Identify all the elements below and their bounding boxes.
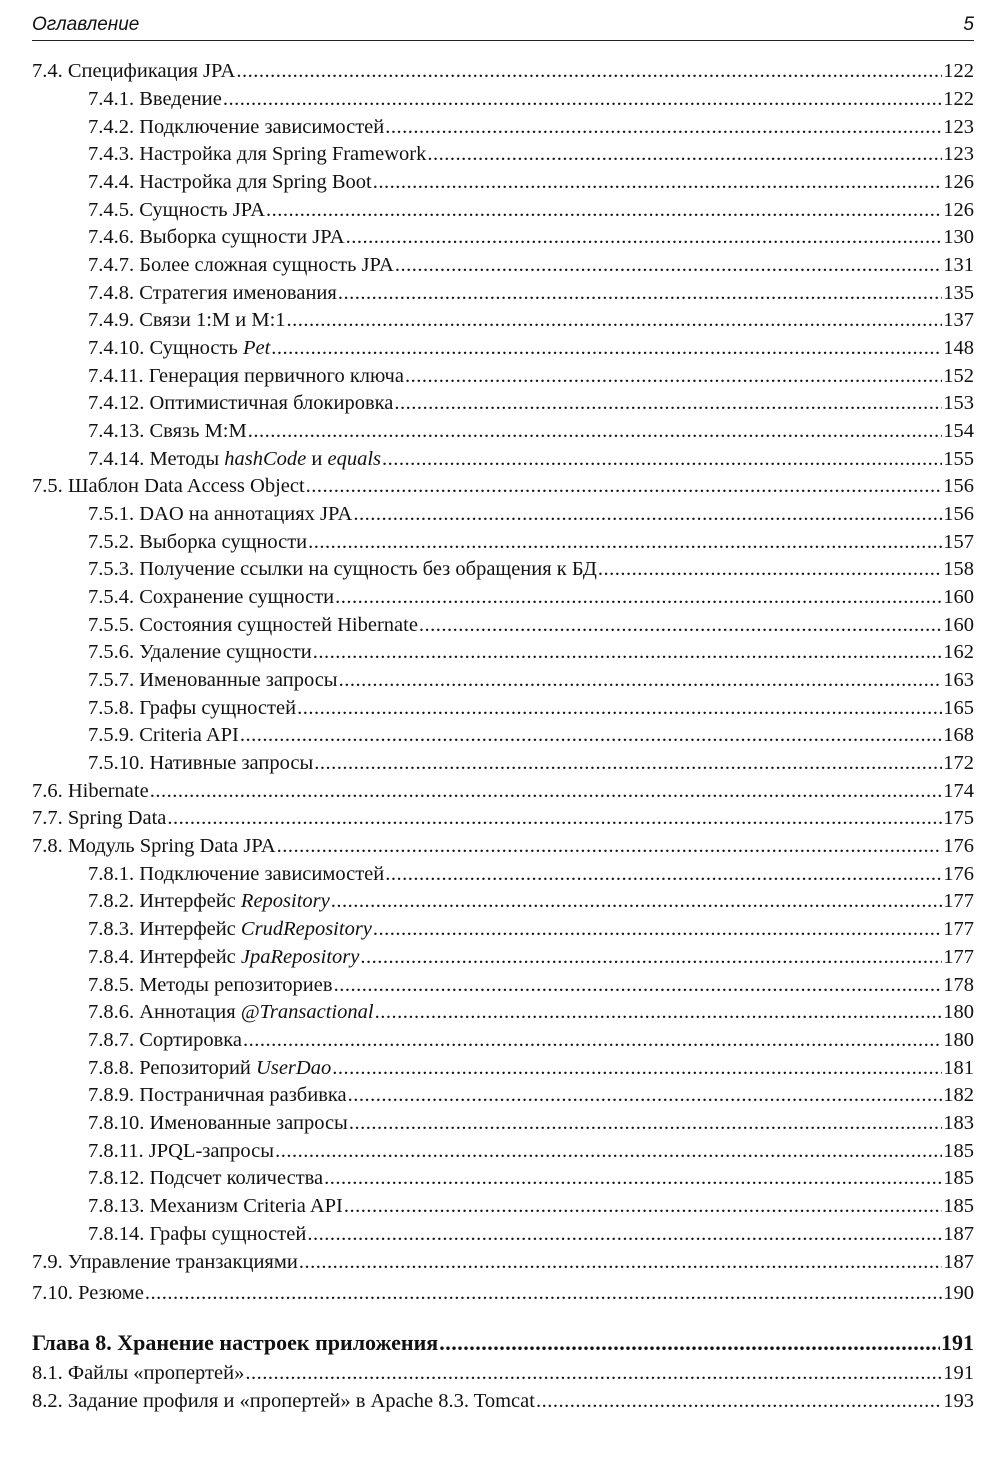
toc-entry-title: 7.4.7. Более сложная сущность JPA [88,254,394,276]
toc-entry-page: 123 [943,116,974,138]
toc-entry-title: 7.9. Управление транзакциями [32,1251,298,1273]
toc-entry [32,834,974,858]
toc-entry-page: 177 [943,890,974,912]
toc-entry [32,723,974,747]
toc-entry-title: 7.8.6. Аннотация @Transactional [88,1001,374,1023]
toc-entry-page: 176 [943,835,974,857]
toc-entry-title: 8.2. Задание профиля и «пропертей» в Apache 8.3. Tomcat [32,1390,535,1412]
dot-leader [344,1194,942,1218]
toc-entry-page: 160 [943,586,974,608]
toc-entry [32,170,974,194]
toc-entry-page: 123 [943,143,974,165]
toc-entry-title: 7.8.10. Именованные запросы [88,1112,348,1134]
toc-entry [32,530,974,554]
toc-entry-page: 126 [943,171,974,193]
dot-leader [348,1083,943,1107]
toc-entry-title: 7.7. Spring Data [32,807,167,829]
toc-entry-page: 158 [943,558,974,580]
toc-entry [32,668,974,692]
dot-leader [405,364,942,388]
toc-entry [32,253,974,277]
toc-entry-page: 135 [943,282,974,304]
dot-leader [394,391,942,415]
toc-entry-page: 165 [943,697,974,719]
dot-leader [385,115,942,139]
toc-entry-page: 172 [943,752,974,774]
toc-entry [32,1083,974,1107]
toc-entry-title: 7.8.9. Постраничная разбивка [88,1084,347,1106]
toc-entry-title: 7.4.6. Выборка сущности JPA [88,226,345,248]
toc-entry-page: 185 [943,1195,974,1217]
toc-entry-title: 7.5.4. Сохранение сущности [88,586,335,608]
toc-entry-title: 7.5.9. Criteria API [88,724,239,746]
dot-leader [240,723,942,747]
toc-entry [32,59,974,83]
dot-leader [360,945,942,969]
toc-entry-title: 7.4.11. Генерация первичного ключа [88,365,404,387]
dot-leader [223,87,942,111]
toc-entry-title: 7.5. Шаблон Data Access Object [32,475,305,497]
toc-entry-page: 178 [943,974,974,996]
dot-leader [373,917,942,941]
toc-entry-page: 180 [943,1029,974,1051]
toc-entry-page: 122 [943,60,974,82]
toc-entry-title: 7.8.4. Интерфейс JpaRepository [88,946,360,968]
toc-entry-page: 152 [943,365,974,387]
toc-entry [32,917,974,941]
toc-entry-title: 7.8.1. Подключение зависимостей [88,863,385,885]
toc-entry [32,779,974,803]
dot-leader [324,1166,942,1190]
toc-entry-title: 7.4. Спецификация JPA [32,60,236,82]
dot-leader [439,1331,940,1355]
toc-entry [32,419,974,443]
toc-entry [32,1056,974,1080]
toc-entry [32,1361,974,1385]
toc-entry-title: 7.5.8. Графы сущностей [88,697,297,719]
toc-entry-page: 137 [943,309,974,331]
dot-leader [382,447,942,471]
dot-leader [248,419,943,443]
toc-entry [32,391,974,415]
dot-leader [375,1000,943,1024]
dot-leader [313,640,943,664]
dot-leader [395,253,942,277]
toc-entry-title: 7.4.2. Подключение зависимостей [88,116,385,138]
toc-entry-page: 185 [943,1140,974,1162]
toc-entry-page: 177 [943,918,974,940]
toc-entry-title: 7.8.7. Сортировка [88,1029,243,1051]
toc-entry [32,1166,974,1190]
toc-chapter-entry [32,1331,974,1355]
toc-entry [32,557,974,581]
toc-entry [32,1389,974,1413]
toc-entry [32,142,974,166]
dot-leader [335,585,942,609]
dot-leader [385,862,942,886]
toc-entry-title: 7.4.4. Настройка для Spring Boot [88,171,372,193]
toc-entry [32,1000,974,1024]
toc-entry-page: 180 [943,1001,974,1023]
dot-leader [297,696,942,720]
toc-entry-page: 156 [943,475,974,497]
toc-entry-page: 191 [941,1330,974,1355]
toc-entry-title: 8.1. Файлы «пропертей» [32,1362,245,1384]
toc-entry [32,364,974,388]
toc-entry-title: 7.4.9. Связи 1:M и M:1 [88,309,286,331]
toc-entry-title: 7.6. Hibernate [32,780,149,802]
dot-leader [353,502,942,526]
toc-entry-title: 7.5.3. Получение ссылки на сущность без обращения к БД [88,558,597,580]
dot-leader [338,281,942,305]
toc-entry [32,862,974,886]
toc-entry-title: 7.4.5. Сущность JPA [88,199,266,221]
toc-entry-page: 185 [943,1167,974,1189]
toc-entry-page: 160 [943,614,974,636]
toc-entry-page: 187 [943,1251,974,1273]
toc-entry-page: 153 [943,392,974,414]
toc-entry-page: 155 [943,448,974,470]
toc-entry-page: 156 [943,503,974,525]
toc-entry-title: 7.4.14. Методы hashCode и equals [88,448,381,470]
toc-entry-title: 7.8.3. Интерфейс CrudRepository [88,918,372,940]
toc-entry [32,474,974,498]
toc-entry-title: 7.4.3. Настройка для Spring Framework [88,143,427,165]
dot-leader [349,1111,942,1135]
toc-entry [32,1281,974,1305]
toc-entry [32,1111,974,1135]
toc-entry [32,115,974,139]
toc-entry-page: 168 [943,724,974,746]
dot-leader [307,1222,942,1246]
toc-entry [32,806,974,830]
toc-entry-page: 177 [943,946,974,968]
toc-entry-title: 7.4.12. Оптимистичная блокировка [88,392,394,414]
dot-leader [236,59,942,83]
toc-entry [32,447,974,471]
dot-leader [266,198,942,222]
dot-leader [373,170,943,194]
dot-leader [346,225,943,249]
toc-entry-page: 122 [943,88,974,110]
toc-entry-page: 130 [943,226,974,248]
dot-leader [419,613,942,637]
toc-entry-title: 7.8. Модуль Spring Data JPA [32,835,276,857]
dot-leader [245,1361,942,1385]
toc-entry-page: 163 [943,669,974,691]
toc-entry-title: 7.8.5. Методы репозиториев [88,974,333,996]
toc-entry-title: 7.4.1. Введение [88,88,222,110]
toc-entry [32,1028,974,1052]
toc-entry [32,973,974,997]
dot-leader [167,806,942,830]
toc-entry [32,751,974,775]
dot-leader [536,1389,942,1413]
dot-leader [150,779,943,803]
toc-entry-page: 181 [943,1057,974,1079]
toc-entry-title: 7.10. Резюме [32,1282,144,1304]
dot-leader [243,1028,942,1052]
toc-entry [32,502,974,526]
toc-entry-page: 176 [943,863,974,885]
toc-entry-title: 7.8.12. Подсчет количества [88,1167,324,1189]
toc-entry [32,87,974,111]
toc-entry [32,945,974,969]
toc-entry-title: Глава 8. Хранение настроек приложения [32,1330,439,1355]
toc-entry [32,1194,974,1218]
table-of-contents [32,0,974,1459]
toc-entry-title: 7.5.10. Нативные запросы [88,752,314,774]
dot-leader [339,668,943,692]
dot-leader [287,308,943,332]
toc-entry [32,613,974,637]
dot-leader [271,336,942,360]
toc-entry [32,1139,974,1163]
toc-entry-page: 174 [943,780,974,802]
toc-entry-title: 7.5.5. Состояния сущностей Hibernate [88,614,418,636]
toc-entry-page: 190 [943,1282,974,1304]
toc-entry-title: 7.5.6. Удаление сущности [88,641,312,663]
toc-entry-page: 183 [943,1112,974,1134]
toc-entry-title: 7.5.7. Именованные запросы [88,669,338,691]
dot-leader [331,889,943,913]
toc-entry [32,336,974,360]
dot-leader [299,1250,942,1274]
toc-entry-page: 162 [943,641,974,663]
toc-entry-title: 7.4.8. Стратегия именования [88,282,337,304]
toc-entry-title: 7.8.8. Репозиторий UserDao [88,1057,332,1079]
dot-leader [306,474,943,498]
toc-entry [32,225,974,249]
toc-entry-page: 154 [943,420,974,442]
toc-entry [32,308,974,332]
toc-entry-page: 182 [943,1084,974,1106]
toc-entry-page: 131 [943,254,974,276]
dot-leader [334,973,943,997]
toc-entry-page: 148 [943,337,974,359]
toc-entry-page: 193 [943,1390,974,1412]
toc-entry-page: 187 [943,1223,974,1245]
toc-entry-title: 7.4.13. Связь M:M [88,420,247,442]
toc-entry-page: 175 [943,807,974,829]
dot-leader [332,1056,942,1080]
dot-leader [598,557,942,581]
header-page-number: 5 [963,14,974,35]
header-title: Оглавление [32,14,140,35]
toc-entry [32,889,974,913]
toc-entry-title: 7.5.2. Выборка сущности [88,531,308,553]
dot-leader [308,530,942,554]
toc-entry-page: 157 [943,531,974,553]
toc-entry [32,640,974,664]
toc-entry-page: 191 [943,1362,974,1384]
dot-leader [427,142,942,166]
toc-entry-title: 7.8.14. Графы сущностей [88,1223,307,1245]
toc-entry-page: 126 [943,199,974,221]
dot-leader [314,751,942,775]
toc-entry-title: 7.8.13. Механизм Criteria API [88,1195,343,1217]
toc-entry [32,198,974,222]
toc-entry-title: 7.8.2. Интерфейс Repository [88,890,330,912]
toc-entry [32,1250,974,1274]
toc-entry [32,696,974,720]
dot-leader [145,1281,942,1305]
dot-leader [277,834,943,858]
toc-entry [32,1222,974,1246]
toc-entry-title: 7.4.10. Сущность Pet [88,337,271,359]
toc-entry [32,281,974,305]
toc-entry-title: 7.8.11. JPQL-запросы [88,1140,275,1162]
toc-entry [32,585,974,609]
toc-entry-title: 7.5.1. DAO на аннотациях JPA [88,503,353,525]
dot-leader [275,1139,942,1163]
